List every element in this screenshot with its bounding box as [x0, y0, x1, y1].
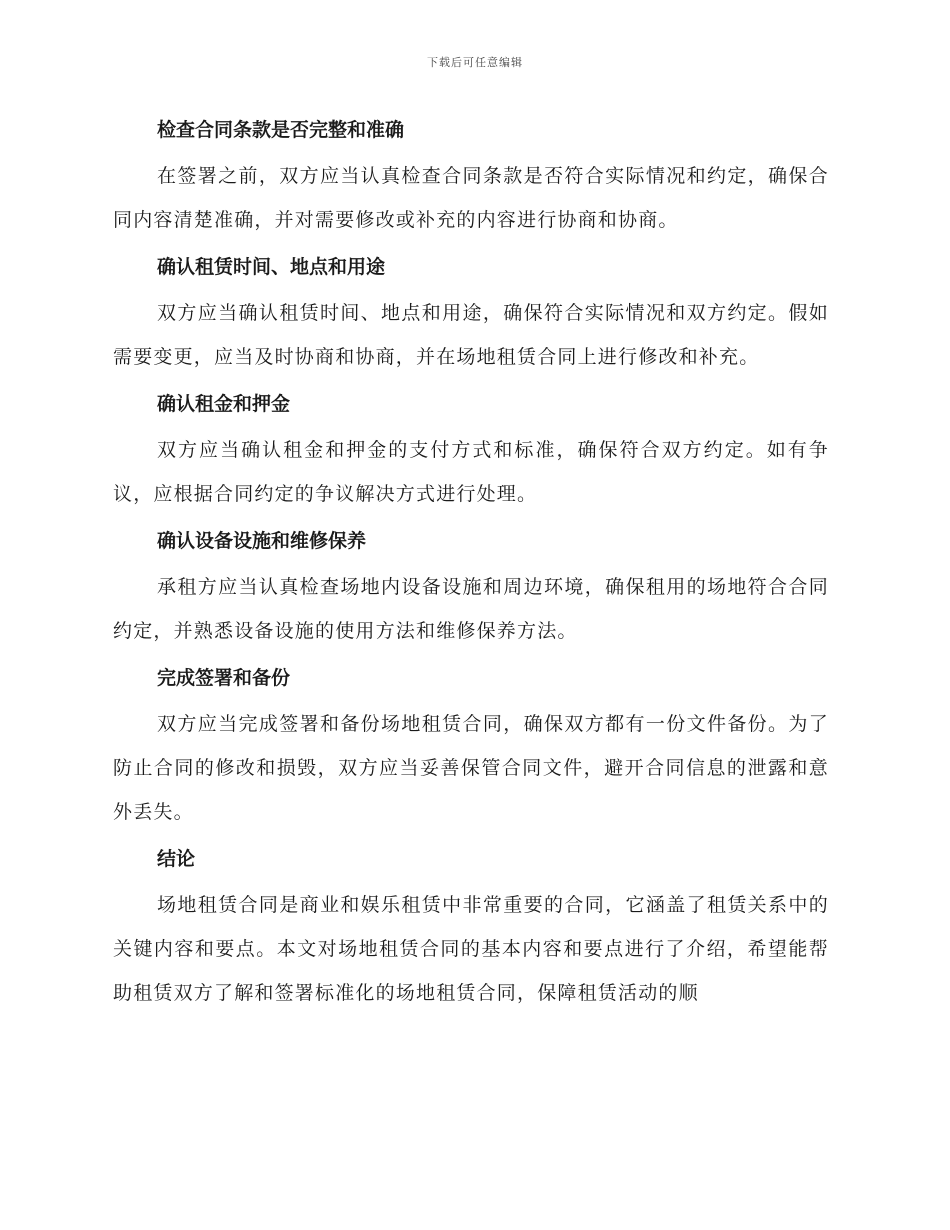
section-heading-sign-backup: 完成签署和备份: [157, 667, 291, 689]
section-paragraph-conclusion: 场地租赁合同是商业和娱乐租赁中非常重要的合同，它涵盖了租赁关系中的关键内容和要点。本文对场地租赁合同的基本内容和要点进行了介绍，希望能帮助租赁双方了解和签署标准化的场地租赁合同，保障租赁活动的顺: [113, 894, 829, 1004]
section-paragraph-confirm-time-place: 双方应当确认租赁时间、地点和用途，确保符合实际情况和双方约定。假如需要变更，应当及时协商和协商，并在场地租赁合同上进行修改和补充。: [113, 302, 829, 368]
section-paragraph-confirm-rent-deposit: 双方应当确认租金和押金的支付方式和标准，确保符合双方约定。如有争议，应根据合同约定的争议解决方式进行处理。: [113, 439, 829, 505]
section-heading-confirm-equipment: 确认设备设施和维修保养: [157, 530, 367, 552]
section-paragraph-sign-backup: 双方应当完成签署和备份场地租赁合同，确保双方都有一份文件备份。为了防止合同的修改和损毁，双方应当妥善保管合同文件，避开合同信息的泄露和意外丢失。: [113, 713, 829, 823]
page-header: 下载后可任意编辑: [427, 56, 523, 69]
section-heading-conclusion: 结论: [157, 848, 196, 870]
section-heading-check-terms: 检查合同条款是否完整和准确: [157, 119, 405, 141]
section-paragraph-check-terms: 在签署之前，双方应当认真检查合同条款是否符合实际情况和约定，确保合同内容清楚准确，并对需要修改或补充的内容进行协商和协商。: [113, 165, 829, 231]
section-paragraph-confirm-equipment: 承租方应当认真检查场地内设备设施和周边环境，确保租用的场地符合合同约定，并熟悉设备设施的使用方法和维修保养方法。: [113, 576, 829, 642]
document-body: [113, 110, 829, 1015]
section-heading-confirm-rent-deposit: 确认租金和押金: [157, 393, 291, 415]
section-heading-confirm-time-place: 确认租赁时间、地点和用途: [157, 256, 386, 278]
